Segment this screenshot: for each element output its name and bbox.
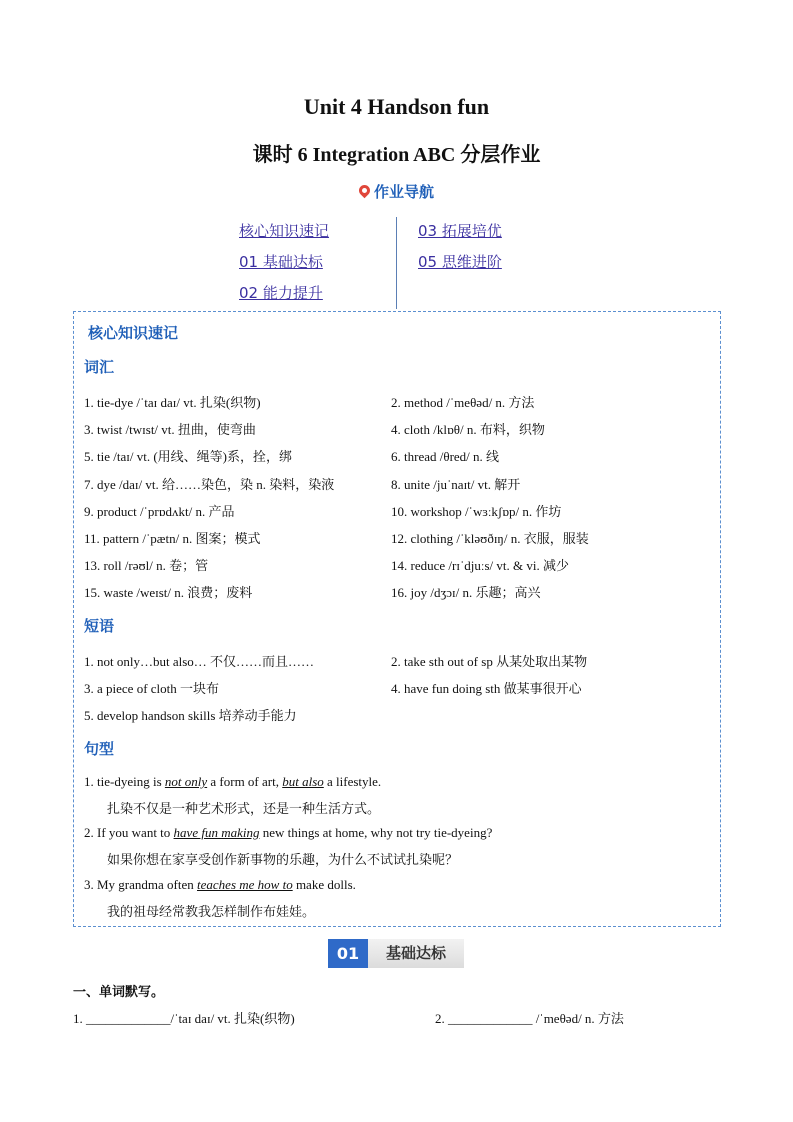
vocab-item: 14. reduce /rɪˈdjuːs/ vt. & vi. 减少	[391, 558, 570, 573]
sentence-translation: 我的祖母经常教我怎样制作布娃娃。	[107, 905, 316, 920]
vocab-item: 10. workshop /ˈwɜːkʃɒp/ n. 作坊	[391, 504, 562, 519]
answer-blank[interactable]: _____________	[448, 1011, 533, 1026]
sentence-key-phrase: teaches me how to	[197, 877, 293, 892]
vocab-item: 1. tie-dye /ˈtaɪ daɪ/ vt. 扎染(织物)	[84, 395, 261, 410]
phrase-item: 3. a piece of cloth 一块布	[84, 681, 220, 696]
location-pin-icon	[357, 183, 373, 199]
vocab-item: 2. method /ˈmeθəd/ n. 方法	[391, 395, 535, 410]
page-subtitle: 课时 6 Integration ABC 分层作业	[252, 144, 541, 166]
phrase-heading: 短语	[84, 617, 115, 635]
sentence-item	[84, 825, 492, 841]
sentence-text: 1. tie-dyeing is	[84, 774, 165, 789]
dictation-item	[435, 1008, 624, 1027]
sentence-text: a lifestyle.	[323, 774, 382, 789]
sentence-text: make dolls.	[292, 877, 356, 892]
section-number: 01	[328, 939, 368, 968]
answer-blank[interactable]: _____________	[86, 1011, 171, 1026]
vocab-item: 13. roll /rəʊl/ n. 卷；管	[84, 558, 209, 573]
vocab-item: 4. cloth /klɒθ/ n. 布料，织物	[391, 422, 545, 437]
nav-heading-label: 作业导航	[373, 183, 434, 201]
sentence-text: new things at home, why not try tie-dyeing?	[259, 825, 493, 840]
section-label: 基础达标	[368, 939, 464, 968]
vocab-item: 6. thread /θred/ n. 线	[391, 449, 500, 464]
question-heading: 一、单词默写。	[73, 985, 165, 1000]
nav-heading	[0, 181, 793, 202]
vocab-item: 9. product /ˈprɒdʌkt/ n. 产品	[84, 504, 235, 519]
item-prompt: /ˈtaɪ daɪ/ vt. 扎染(织物)	[170, 1011, 295, 1026]
nav-divider	[396, 217, 397, 309]
sentence-heading: 句型	[84, 740, 115, 758]
phrase-item: 2. take sth out of sp 从某处取出某物	[391, 654, 588, 669]
phrase-item: 4. have fun doing sth 做某事很开心	[391, 681, 582, 696]
sentence-key-phrase: but also	[282, 774, 324, 789]
sentence-item	[84, 877, 356, 893]
vocab-item: 16. joy /dʒɔɪ/ n. 乐趣；高兴	[391, 585, 541, 600]
section-badge	[328, 939, 464, 968]
phrase-item: 5. develop handson skills 培养动手能力	[84, 708, 297, 723]
dictation-item	[73, 1008, 295, 1027]
sentence-key-phrase: not only	[164, 774, 208, 789]
vocab-item: 7. dye /daɪ/ vt. 给……染色，染 n. 染料，染液	[84, 477, 335, 492]
vocab-heading: 词汇	[84, 358, 115, 376]
sentence-translation: 如果你想在家享受创作新事物的乐趣，为什么不试试扎染呢？	[107, 853, 459, 868]
sentence-key-phrase: have fun making	[173, 825, 260, 840]
knowledge-heading: 核心知识速记	[88, 324, 179, 342]
sentence-text: 3. My grandma often	[84, 877, 198, 892]
page-title: Unit 4 Handson fun	[303, 94, 490, 119]
vocab-item: 15. waste /weɪst/ n. 浪费；废料	[84, 585, 253, 600]
vocab-item: 11. pattern /ˈpætn/ n. 图案；模式	[84, 531, 261, 546]
sentence-text: a form of art,	[207, 774, 283, 789]
item-number: 1.	[73, 1011, 86, 1026]
nav-link-core-knowledge[interactable]: 核心知识速记	[239, 222, 330, 240]
item-number: 2.	[435, 1011, 448, 1026]
item-prompt: /ˈmeθəd/ n. 方法	[532, 1011, 624, 1026]
nav-link-extension[interactable]: 03 拓展培优	[418, 222, 502, 240]
nav-link-ability[interactable]: 02 能力提升	[239, 284, 323, 302]
vocab-item: 3. twist /twɪst/ vt. 扭曲，使弯曲	[84, 422, 256, 437]
sentence-text: 2. If you want to	[84, 825, 174, 840]
nav-link-basic[interactable]: 01 基础达标	[239, 253, 323, 271]
vocab-item: 8. unite /juˈnaɪt/ vt. 解开	[391, 477, 521, 492]
vocab-item: 12. clothing /ˈkləʊðɪŋ/ n. 衣服，服装	[391, 531, 589, 546]
vocab-item: 5. tie /taɪ/ vt. (用线、绳等)系，拴，绑	[84, 449, 292, 464]
sentence-item	[84, 774, 381, 790]
sentence-translation: 扎染不仅是一种艺术形式，还是一种生活方式。	[107, 802, 381, 817]
phrase-item: 1. not only…but also… 不仅……而且……	[84, 654, 315, 669]
nav-link-thinking[interactable]: 05 思维进阶	[418, 253, 502, 271]
